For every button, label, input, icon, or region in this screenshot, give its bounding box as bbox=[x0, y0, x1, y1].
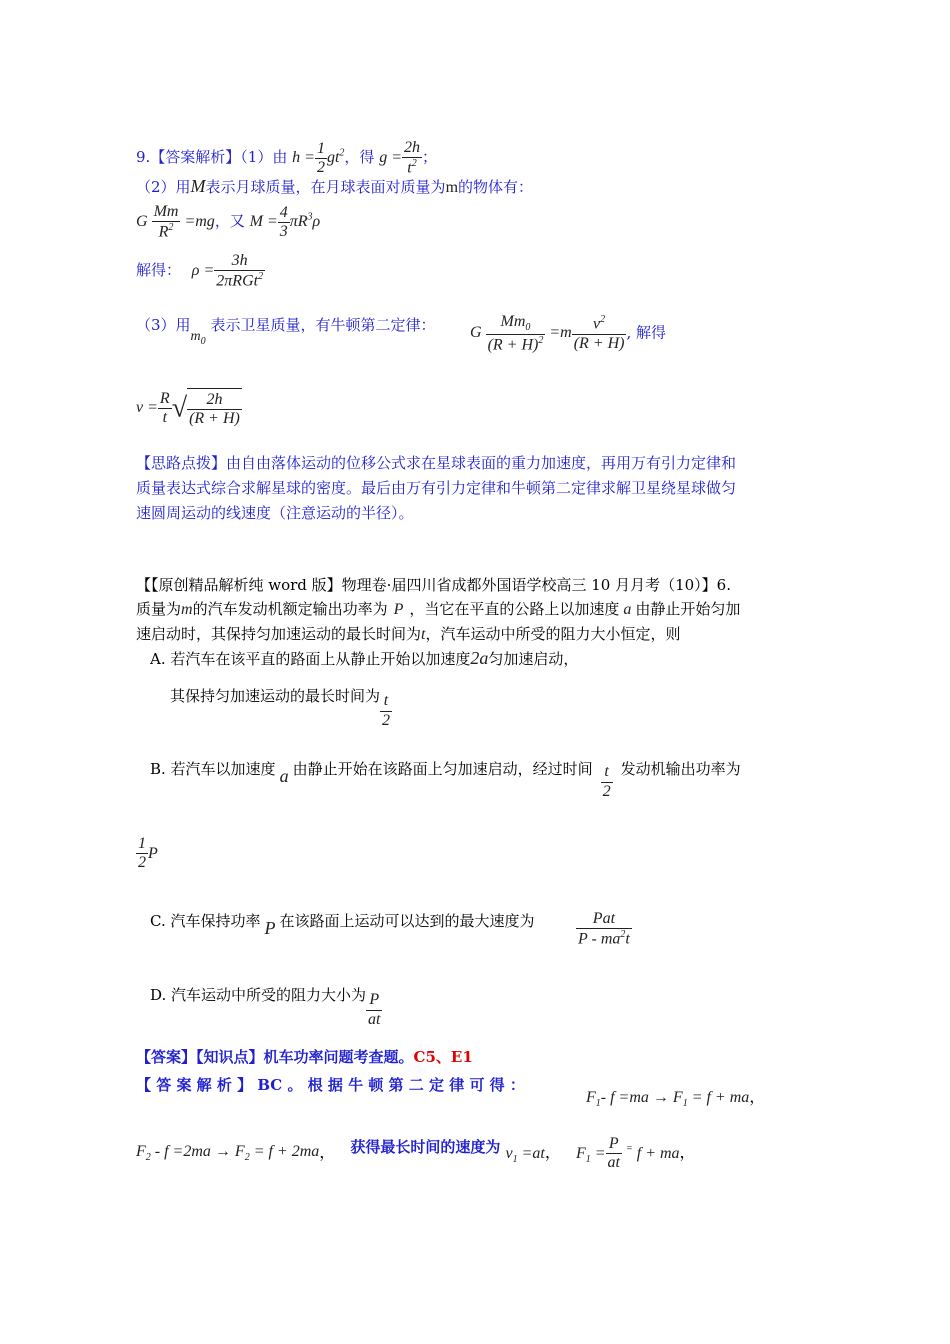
option-a-2: 其保持匀加速运动的最长时间为 $\frac{t}{2}$ bbox=[170, 687, 391, 729]
exp-eq1: $F_1-$ $f =ma \to F_1 = f$ + ma， bbox=[586, 1087, 766, 1110]
option-b-2: $\frac{1}{2}$ P bbox=[138, 835, 158, 872]
option-a: A. 若汽车在该平直的路面上从静止开始以加速度2a匀加速启动， bbox=[150, 648, 579, 668]
option-c: C. 汽车保持功率 P 在该路面上运动可以达到的最大速度为 bbox=[150, 912, 535, 938]
eq5-line: 解得： ρ = $\frac{3h}{2\pi RGt^2}$ bbox=[136, 252, 264, 290]
eq2: g = $\frac{2h}{t^2}$ bbox=[379, 139, 420, 177]
q6-answer: 【答案】【知识点】机车功率问题考查题。C5、E1 bbox=[136, 1048, 473, 1066]
q6-title: 【【原创精品解析纯 word 版】物理卷·届四川省成都外国语学校高三 10 月月考（10）】6. bbox=[136, 576, 731, 594]
q6-explain: 【 答 案 解 析 】 BC 。 根 据 牛 顿 第 二 定 律 可 得 ： bbox=[136, 1076, 525, 1094]
sqrt-icon: √ bbox=[171, 392, 188, 424]
eq7-line: v = $\frac{R}{t}$ √ $\frac{2h}{(R + H)}$ bbox=[136, 389, 240, 428]
option-d: D. 汽车运动中所受的阻力大小为 $\frac{P}{at}$ bbox=[150, 986, 381, 1028]
option-c-frac: $\frac{\text{Pat}}{P - ma^2t}$ bbox=[578, 910, 630, 948]
exp-line2: $F_2 - f =2ma \to F_2 = f + 2ma$， 获得最长时间的速度为 $v_1 =at$， $F_1$ = $\frac{P}{at}$ = f + ma， bbox=[136, 1135, 696, 1172]
eq3-line: G $\frac{Mm}{R^2}$ =mg，又 M = $\frac{4}{3}$ $\pi R^3\rho$ bbox=[136, 203, 321, 241]
q6-stem: 【【原创精品解析纯 word 版】物理卷·届四川省成都外国语学校高三 10 月月考（10）】6. 质量为m的汽车发动机额定输出功率为 P ，当它在平直的公路上以加速度 a 由静止开始匀加 速启动时，其保持匀加速运动的最长时间为t，汽车运动中所受的阻力大小恒定，则 bbox=[136, 573, 740, 647]
q9-head: 9.【答案解析】（1）由 h = $\frac{1}{2}$ $gt^2$，得 g = $\frac{2h}{t^2}$ ； bbox=[136, 139, 437, 177]
option-b: B. 若汽车以加速度 a 由静止开始在该路面上匀加速启动，经过时间 $\frac{t}{2}$ 发动机输出功率为 bbox=[150, 760, 741, 800]
q9-part2: （2）用M表示月球质量，在月球表面对质量为m的物体有： bbox=[136, 176, 534, 196]
eq1: h = $\frac{1}{2}$ $gt^2$ bbox=[292, 139, 345, 177]
q9-part3: （3）用$m_0$ 表示卫星质量，有牛顿第二定律： bbox=[136, 316, 436, 347]
q9-tip: 【思路点拨】由自由落体运动的位移公式求在星球表面的重力加速度，再用万有引力定律和 质量表达式综合求解星球的密度。最后由万有引力定律和牛顿第二定律求解卫星绕星球做匀 速圆周运动的线速度（注意运动的半径）。 bbox=[136, 454, 737, 522]
eq6-line: G $\frac{Mm_0}{(R + H)^2}$ =m $\frac{v^2}{(R + H)}$ , 解得 bbox=[470, 313, 667, 354]
